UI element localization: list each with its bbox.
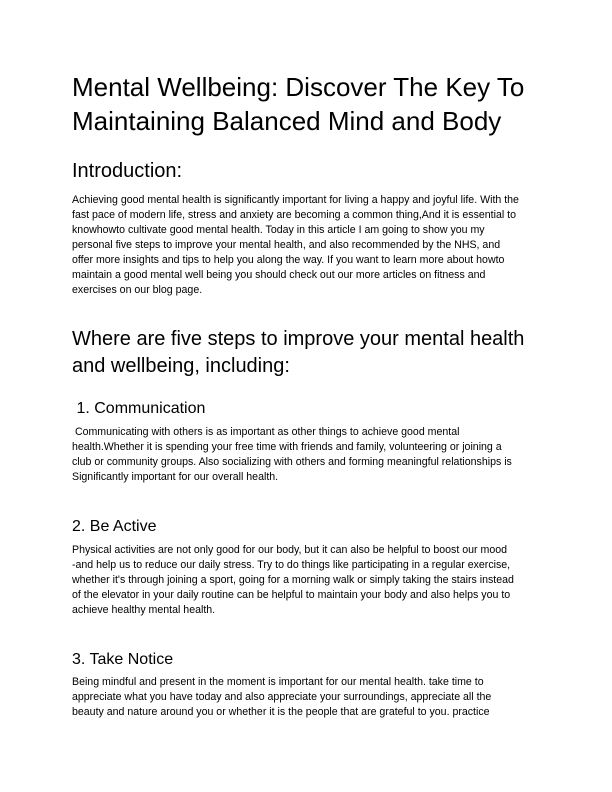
paragraph-line: health.Whether it is spending your free time with friends and family, volunteering or joining a	[72, 441, 502, 453]
introduction-heading: Introduction:	[72, 160, 183, 182]
paragraph-line: knowhowto cultivate good mental health. Today in this article I am going to show you my	[72, 224, 485, 236]
paragraph-line: offer more insights and tips to help you along the way. If you want to learn more about howto	[72, 254, 505, 266]
paragraph-line: exercises on our blog page.	[72, 284, 203, 296]
paragraph-line: fast pace of modern life, stress and anxiety are becoming a common thing,And it is essential to	[72, 209, 516, 221]
section-paragraph-communication	[72, 425, 512, 485]
section-paragraph-be-active	[72, 543, 514, 618]
paragraph-line: Significantly important for our overall health.	[72, 471, 279, 483]
document-title: Mental Wellbeing: Discover The Key To Maintaining Balanced Mind and Body	[72, 72, 525, 136]
paragraph-line: appreciate what you have today and also appreciate your surroundings, appreciate all the	[72, 691, 492, 703]
paragraph-line: club or community groups. Also socializing with others and forming meaningful relationships is	[72, 456, 512, 468]
paragraph-line: whether it's through joining a sport, going for a morning walk or simply taking the stairs instead	[72, 574, 514, 586]
section-paragraph-take-notice	[72, 675, 491, 720]
paragraph-line: beauty and nature around you or whether it is the people that are grateful to you. practice	[72, 706, 490, 718]
paragraph-line: of the elevator in your daily routine can be helpful to maintain your body and also helps you to	[72, 589, 511, 601]
paragraph-line: maintain a good mental well being you should check out our more articles on fitness and	[72, 269, 486, 281]
paragraph-line: -and help us to reduce our daily stress. Try to do things like participating in a regular exercise,	[72, 559, 511, 571]
section-heading-take-notice: 3. Take Notice	[72, 651, 174, 668]
paragraph-line: achieve healthy mental health.	[72, 604, 216, 616]
paragraph-line: Communicating with others is as important as other things to achieve good mental	[72, 426, 460, 438]
paragraph-line: Physical activities are not only good for our body, but it can also be helpful to boost our mood	[72, 544, 507, 556]
section-heading-communication: 1. Communication	[72, 400, 206, 417]
section-heading-be-active: 2. Be Active	[72, 518, 157, 535]
steps-heading: Where are five steps to improve your mental health and wellbeing, including:	[72, 328, 525, 377]
paragraph-line: personal five steps to improve your mental health, and also recommended by the NHS, and	[72, 239, 501, 251]
paragraph-line: Being mindful and present in the moment is important for our mental health. take time to	[72, 676, 484, 688]
introduction-paragraph	[72, 193, 519, 298]
paragraph-line: Achieving good mental health is significantly important for living a happy and joyful life. With the	[72, 194, 519, 206]
